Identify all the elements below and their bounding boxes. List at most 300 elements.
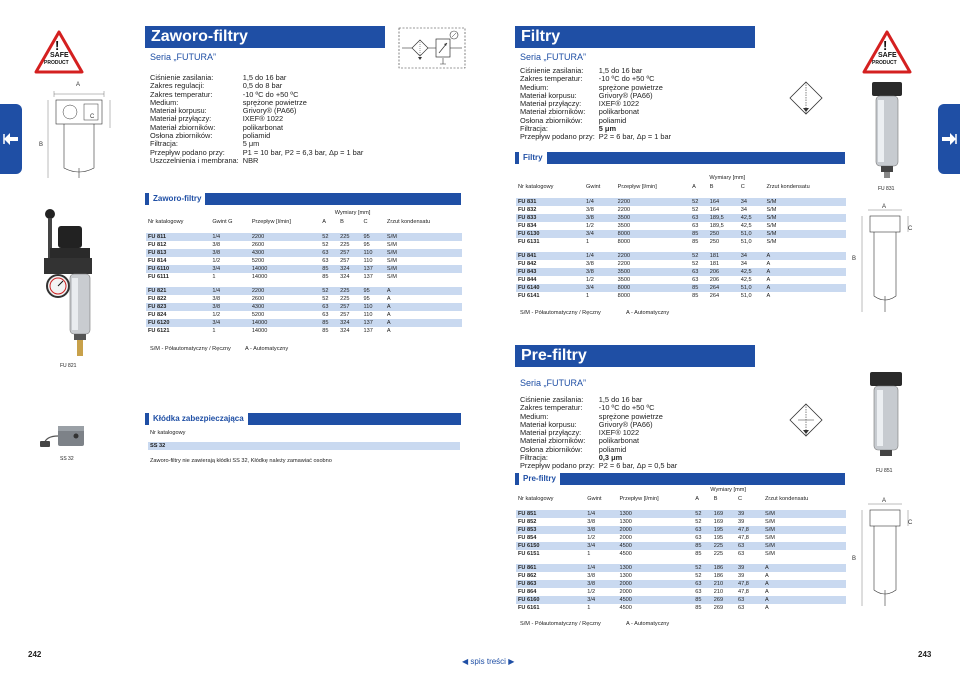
table-cell: 189,5 bbox=[708, 214, 739, 222]
table-cell: 85 bbox=[695, 551, 702, 557]
spec-key: Przepływ podano przy: bbox=[150, 147, 225, 157]
table-row bbox=[516, 276, 846, 284]
table-cell: FU 6130 bbox=[516, 230, 584, 238]
table-cell: A bbox=[386, 312, 391, 318]
spec-key: Osłona zbiorników: bbox=[150, 131, 213, 141]
column-header: B bbox=[713, 496, 718, 502]
spec-key: Materiał zbiorników: bbox=[520, 436, 586, 446]
table-row bbox=[146, 233, 462, 241]
table-cell: 3/8 bbox=[587, 573, 596, 579]
lock-title-bar bbox=[145, 413, 461, 425]
spec-key: Medium: bbox=[150, 97, 179, 107]
table-cell: A bbox=[763, 596, 846, 604]
spec-value: 5 μm bbox=[598, 124, 617, 134]
page-number-right: 243 bbox=[918, 650, 932, 659]
spec-value: Grivory® (PA66) bbox=[598, 419, 653, 429]
legend-a: A - Automatyczny bbox=[245, 346, 289, 352]
table-cell: FU 843 bbox=[516, 268, 584, 276]
table-cell: 2200 bbox=[617, 207, 631, 213]
table-cell: 2000 bbox=[617, 526, 693, 534]
table-cell: 63 bbox=[736, 542, 763, 550]
lock-title-text: Kłódka zabezpieczająca bbox=[149, 413, 248, 425]
spec-value: polikarbonat bbox=[598, 107, 640, 117]
table-cell: S/M bbox=[386, 258, 397, 264]
table-cell: 324 bbox=[338, 265, 361, 273]
image-caption-fu-821: FU 821 bbox=[60, 363, 77, 369]
dim-header: Wymiary [mm] bbox=[710, 487, 746, 493]
spec-key: Przepływ podano przy: bbox=[520, 132, 595, 142]
table-row bbox=[516, 230, 846, 238]
spec-value: polikarbonat bbox=[242, 122, 284, 132]
table-cell: 4500 bbox=[617, 542, 693, 550]
table-cell: S/M bbox=[763, 542, 846, 550]
table-cell: FU 813 bbox=[146, 249, 210, 257]
table-cell: 63 bbox=[693, 526, 712, 534]
table-cell: 1300 bbox=[617, 510, 693, 518]
series-label-filtry: Seria „FUTURA” bbox=[520, 52, 587, 62]
table-cell: 189,5 bbox=[709, 223, 724, 229]
table-cell: 52 bbox=[322, 296, 329, 302]
table-cell: FU 6141 bbox=[518, 293, 540, 299]
table-cell: 52 bbox=[693, 564, 712, 572]
table-cell: A bbox=[385, 319, 462, 327]
spec-value: -10 ºC do +50 ºC bbox=[242, 89, 299, 99]
table-cell: 2600 bbox=[251, 296, 265, 302]
table-cell: 52 bbox=[320, 233, 338, 241]
table-cell: 63 bbox=[737, 551, 745, 557]
table-row bbox=[516, 510, 846, 518]
table-cell: 63 bbox=[322, 258, 329, 264]
spec-key: Przepływ podano przy: bbox=[520, 461, 595, 471]
table-cell: 63 bbox=[322, 312, 329, 318]
safe-product-sign-left bbox=[34, 30, 84, 74]
column-header: C bbox=[363, 219, 368, 225]
spec-value: P2 = 6 bar, Δp = 1 bar bbox=[598, 132, 672, 142]
spec-key: Zakres temperatur: bbox=[520, 403, 583, 413]
table-cell: FU 823 bbox=[146, 303, 210, 311]
table-cell: 52 bbox=[690, 252, 708, 260]
table-cell: 181 bbox=[708, 252, 739, 260]
table-cell: 1/2 bbox=[587, 589, 596, 595]
table-row bbox=[516, 550, 846, 558]
table-cell: 2200 bbox=[250, 233, 320, 241]
spec-value: Grivory® (PA66) bbox=[242, 106, 297, 116]
table-cell: A bbox=[385, 287, 462, 295]
spec-key: Uszczelnienia i membrana: bbox=[150, 155, 239, 165]
table-cell: 14000 bbox=[251, 274, 268, 280]
table-cell: FU 831 bbox=[516, 198, 584, 206]
table-cell: A bbox=[764, 284, 846, 292]
safe-line1: SAFE bbox=[878, 52, 897, 59]
spec-key: Medium: bbox=[520, 82, 549, 92]
spec-value: sprężone powietrze bbox=[598, 82, 663, 92]
table-cell: 63 bbox=[695, 589, 702, 595]
table-cell: 63 bbox=[737, 605, 745, 611]
table-cell: FU 822 bbox=[148, 296, 167, 302]
table-cell: FU 6120 bbox=[146, 319, 210, 327]
table-row bbox=[516, 198, 846, 206]
table-cell: 2600 bbox=[251, 242, 265, 248]
table-cell: 3500 bbox=[616, 214, 690, 222]
column-header: A bbox=[692, 184, 696, 190]
table-title-zaworo-filtry bbox=[145, 193, 461, 205]
table-cell: 85 bbox=[692, 239, 699, 245]
product-photo-fu-851 bbox=[868, 370, 904, 462]
table-cell: 225 bbox=[713, 551, 724, 557]
table-cell: A bbox=[385, 303, 462, 311]
table-row bbox=[146, 319, 462, 327]
page-title-zaworo-filtry: Zaworo-filtry bbox=[145, 26, 385, 48]
table-cell: FU 842 bbox=[518, 261, 537, 267]
table-row bbox=[146, 303, 462, 311]
table-cell: 1/4 bbox=[584, 252, 616, 260]
table-cell: 1/2 bbox=[587, 535, 596, 541]
spec-key: Materiał zbiorników: bbox=[150, 122, 216, 132]
spec-value: 1,5 do 16 bar bbox=[242, 73, 287, 82]
table-cell: 51,0 bbox=[740, 293, 752, 299]
table-cell: 2200 bbox=[616, 252, 690, 260]
table-cell: FU 814 bbox=[148, 258, 167, 264]
table-cell: 39 bbox=[736, 564, 763, 572]
table-row bbox=[516, 222, 846, 230]
table-cell: 225 bbox=[340, 242, 350, 248]
table-cell: FU 853 bbox=[516, 526, 585, 534]
table-cell: 1/2 bbox=[586, 223, 594, 229]
table-cell: 225 bbox=[338, 287, 361, 295]
table-cell: 206 bbox=[709, 277, 720, 283]
column-header: Zrzut kondensatu bbox=[764, 496, 809, 502]
table-cell: 1/2 bbox=[212, 258, 221, 264]
table-cell: FU 821 bbox=[146, 287, 210, 295]
table-cell: 1300 bbox=[617, 564, 693, 572]
table-cell: A bbox=[766, 261, 771, 267]
table-cell: S/M bbox=[766, 223, 777, 229]
table-cell: 42,5 bbox=[740, 277, 752, 283]
product-photo-fu-831 bbox=[870, 80, 904, 180]
table-cell: FU 824 bbox=[148, 312, 167, 318]
column-header: Zrzut kondensatu bbox=[766, 184, 810, 190]
table-row bbox=[516, 518, 846, 526]
table-cell: FU 854 bbox=[518, 535, 537, 541]
side-tab-right[interactable] bbox=[938, 104, 960, 174]
table-cell: 195 bbox=[712, 526, 736, 534]
table-title-filtry-bar bbox=[515, 152, 845, 164]
table-row bbox=[146, 249, 462, 257]
legend-sm: S/M - Półautomatyczny / Ręczny bbox=[150, 346, 231, 352]
table-row bbox=[516, 260, 846, 268]
table-cell: 137 bbox=[363, 274, 373, 280]
table-cell: FU 862 bbox=[518, 573, 537, 579]
lock-note: Zaworo-filtry nie zawierają kłódki SS 32, Kłódkę należy zamawiać osobno bbox=[150, 458, 332, 464]
table-cell: 63 bbox=[692, 277, 699, 283]
table-cell: 8000 bbox=[617, 293, 631, 299]
table-cell: FU 844 bbox=[518, 277, 537, 283]
spec-key: Materiał korpusu: bbox=[150, 106, 207, 116]
table-cell: 63 bbox=[692, 223, 699, 229]
table-cell: 137 bbox=[362, 319, 385, 327]
table-cell: 169 bbox=[712, 510, 736, 518]
table-cell: 164 bbox=[709, 207, 720, 213]
table-cell: 85 bbox=[692, 293, 699, 299]
table-cell: 5200 bbox=[251, 258, 265, 264]
series-label: Seria „FUTURA” bbox=[150, 52, 217, 62]
table-cell: 85 bbox=[690, 284, 708, 292]
table-cell: S/M bbox=[386, 274, 397, 280]
table-cell: 1/4 bbox=[210, 233, 249, 241]
column-header: Przepływ [l/min] bbox=[251, 219, 291, 225]
table-cell: 3/8 bbox=[212, 242, 221, 248]
table-cell: 1/2 bbox=[212, 312, 221, 318]
table-cell: 4500 bbox=[619, 551, 632, 557]
safe-line2: PRODUCT bbox=[872, 60, 897, 66]
table-cell: S/M bbox=[764, 230, 846, 238]
table-title-pre-filtry: Pre-filtry bbox=[519, 473, 560, 485]
arrow-left-icon: ◀ bbox=[462, 657, 469, 666]
table-cell: 85 bbox=[695, 605, 702, 611]
table-cell: FU 6111 bbox=[148, 274, 169, 280]
spec-value: sprężone powietrze bbox=[242, 97, 307, 107]
table-cell: 206 bbox=[708, 268, 739, 276]
table-cell: 264 bbox=[708, 284, 739, 292]
column-header: B bbox=[709, 184, 714, 190]
double-arrow-icon bbox=[0, 104, 22, 174]
table-cell: A bbox=[764, 589, 769, 595]
table-row bbox=[516, 214, 846, 222]
image-caption-fu-831: FU 831 bbox=[878, 186, 895, 192]
table-cell: 3/8 bbox=[586, 207, 594, 213]
spec-value: P2 = 6 bar, Δp = 0,5 bar bbox=[598, 461, 678, 471]
dim-label-b: B bbox=[852, 556, 857, 562]
spec-value: polikarbonat bbox=[598, 436, 640, 446]
table-cell: 1 bbox=[212, 328, 216, 334]
table-cell: S/M bbox=[766, 239, 777, 245]
table-cell: FU 6140 bbox=[516, 284, 584, 292]
table-cell: 85 bbox=[322, 274, 329, 280]
toc-link-label: spis treści bbox=[470, 657, 506, 666]
spec-key: Ciśnienie zasilania: bbox=[520, 395, 584, 404]
table-cell: 257 bbox=[340, 312, 350, 318]
table-cell: 47,8 bbox=[736, 580, 763, 588]
table-cell: S/M bbox=[764, 214, 846, 222]
table-cell: A bbox=[763, 564, 846, 572]
double-arrow-icon bbox=[938, 104, 960, 174]
spec-key: Ciśnienie zasilania: bbox=[520, 66, 584, 75]
table-cell: S/M bbox=[764, 535, 775, 541]
spec-value: sprężone powietrze bbox=[598, 411, 663, 421]
table-cell: S/M bbox=[386, 242, 397, 248]
table-cell: 52 bbox=[692, 261, 699, 267]
table-row bbox=[146, 295, 462, 303]
spec-row bbox=[520, 133, 671, 141]
table-cell: FU 6161 bbox=[518, 605, 540, 611]
spec-value: IXEF® 1022 bbox=[242, 114, 284, 124]
spec-table-left bbox=[150, 74, 363, 165]
table-cell: FU 812 bbox=[148, 242, 167, 248]
table-cell: 3/4 bbox=[585, 596, 617, 604]
table-cell: S/M bbox=[764, 519, 775, 525]
table-cell: FU 852 bbox=[518, 519, 537, 525]
table-row bbox=[516, 564, 846, 572]
table-cell: FU 833 bbox=[516, 214, 584, 222]
table-cell: FU 834 bbox=[518, 223, 537, 229]
table-cell: FU 6121 bbox=[148, 328, 170, 334]
column-header: C bbox=[737, 496, 743, 502]
image-caption-fu-851: FU 851 bbox=[876, 468, 893, 474]
table-cell: 3/4 bbox=[210, 265, 249, 273]
table-row bbox=[146, 311, 462, 319]
table-cell: 85 bbox=[320, 265, 338, 273]
dim-label-a: A bbox=[76, 82, 81, 88]
column-header: Nr katalogowy bbox=[148, 219, 184, 225]
table-cell: 47,8 bbox=[737, 535, 749, 541]
table-cell: 8000 bbox=[617, 239, 631, 245]
spec-key: Materiał korpusu: bbox=[520, 90, 577, 100]
table-cell: FU 851 bbox=[516, 510, 585, 518]
safe-product-sign-right bbox=[862, 30, 912, 74]
table-cell: 195 bbox=[713, 535, 724, 541]
table-cell: 181 bbox=[709, 261, 720, 267]
image-caption-ss-32: SS 32 bbox=[60, 456, 74, 462]
table-cell: 210 bbox=[712, 580, 736, 588]
spec-key: Zakres regulacji: bbox=[150, 81, 205, 91]
table-row bbox=[516, 534, 846, 542]
table-row bbox=[516, 206, 846, 214]
table-cell: FU 6160 bbox=[516, 596, 585, 604]
table-cell: 63 bbox=[690, 268, 708, 276]
table-cell: 1/4 bbox=[584, 198, 616, 206]
series-label-pre-filtry: Seria „FUTURA” bbox=[520, 378, 587, 388]
table-cell: A bbox=[386, 328, 391, 334]
product-table-zaworo-filtry bbox=[146, 209, 462, 335]
table-cell: 1 bbox=[587, 605, 591, 611]
dim-label-c: C bbox=[908, 520, 913, 526]
table-cell: 2200 bbox=[616, 198, 690, 206]
table-cell: 85 bbox=[690, 230, 708, 238]
table-cell: 85 bbox=[320, 319, 338, 327]
spec-key: Materiał korpusu: bbox=[520, 419, 577, 429]
table-row bbox=[516, 588, 846, 596]
table-cell: 186 bbox=[713, 573, 724, 579]
table-row bbox=[146, 327, 462, 335]
table-cell: 52 bbox=[322, 242, 329, 248]
table-cell: S/M bbox=[766, 207, 777, 213]
table-cell: 225 bbox=[340, 296, 350, 302]
table-cell: 47,8 bbox=[736, 526, 763, 534]
table-cell: 42,5 bbox=[740, 223, 752, 229]
spec-key: Materiał przyłączy: bbox=[520, 428, 582, 438]
spec-value: Grivory® (PA66) bbox=[598, 90, 653, 100]
table-cell: 42,5 bbox=[739, 268, 765, 276]
dim-label-c: C bbox=[90, 114, 95, 120]
table-cell: 169 bbox=[713, 519, 724, 525]
table-row bbox=[146, 241, 462, 249]
table-row bbox=[516, 252, 846, 260]
table-cell: 324 bbox=[340, 328, 350, 334]
column-header: Gwint bbox=[586, 184, 601, 190]
table-cell: 85 bbox=[693, 542, 712, 550]
column-header: Gwint G bbox=[212, 219, 233, 225]
table-cell: 2000 bbox=[619, 535, 632, 541]
table-cell: 225 bbox=[338, 233, 361, 241]
spec-key: Ciśnienie zasilania: bbox=[150, 73, 214, 82]
table-cell: S/M bbox=[385, 249, 462, 257]
table-cell: 63 bbox=[695, 535, 702, 541]
table-cell: 3/8 bbox=[212, 296, 221, 302]
column-header: A bbox=[695, 496, 700, 502]
table-cell: 1/4 bbox=[585, 510, 617, 518]
table-cell: 225 bbox=[712, 542, 736, 550]
spec-row bbox=[520, 462, 677, 470]
table-cell: 51,0 bbox=[739, 284, 765, 292]
table-cell: 1300 bbox=[619, 573, 632, 579]
safe-line2: PRODUCT bbox=[44, 60, 69, 66]
table-cell: S/M bbox=[764, 551, 775, 557]
dim-label-c: C bbox=[908, 226, 913, 232]
table-cell: 63 bbox=[320, 303, 338, 311]
spec-table-filtry bbox=[520, 67, 671, 142]
table-cell: A bbox=[386, 296, 391, 302]
table-cell: 137 bbox=[362, 265, 385, 273]
page-title-pre-filtry: Pre-filtry bbox=[515, 345, 755, 367]
spec-table-pre-filtry bbox=[520, 396, 677, 471]
arrow-right-icon: ▶ bbox=[508, 657, 515, 666]
table-cell: 4300 bbox=[250, 303, 320, 311]
spec-key: Filtracja: bbox=[520, 124, 548, 134]
table-row bbox=[516, 596, 846, 604]
table-cell: 269 bbox=[712, 596, 736, 604]
technical-drawing-filtr bbox=[852, 196, 916, 316]
table-row bbox=[146, 257, 462, 265]
table-cell: 3/8 bbox=[584, 268, 616, 276]
table-cell: 1 bbox=[212, 274, 216, 280]
table-cell: 2000 bbox=[617, 580, 693, 588]
table-cell: 63 bbox=[693, 580, 712, 588]
table-row bbox=[146, 265, 462, 273]
product-photo-ss-32 bbox=[36, 416, 96, 450]
table-cell: 110 bbox=[362, 249, 385, 257]
side-tab-left[interactable] bbox=[0, 104, 22, 174]
legend-sm-pre-filtry: S/M - Półautomatyczny / Ręczny bbox=[520, 621, 601, 627]
spec-value: IXEF® 1022 bbox=[598, 428, 640, 438]
table-cell: 63 bbox=[736, 596, 763, 604]
table-cell: 3/8 bbox=[587, 519, 596, 525]
technical-drawing-zaworo-filtr bbox=[39, 82, 116, 180]
table-cell: S/M bbox=[385, 265, 462, 273]
legend-a-filtry: A - Automatyczny bbox=[626, 310, 670, 316]
spec-key: Filtracja: bbox=[520, 453, 548, 463]
spec-key: Zakres temperatur: bbox=[150, 89, 213, 99]
spec-value: 1,5 do 16 bar bbox=[598, 66, 643, 75]
table-cell: 250 bbox=[708, 230, 739, 238]
table-cell: 95 bbox=[362, 233, 385, 241]
legend-a-pre-filtry: A - Automatyczny bbox=[626, 621, 670, 627]
table-cell: S/M bbox=[385, 233, 462, 241]
lock-code-row: SS 32 bbox=[148, 442, 460, 450]
column-header: Nr katalogowy bbox=[518, 184, 554, 190]
table-cell: 2200 bbox=[250, 287, 320, 295]
table-cell: 1 bbox=[586, 293, 590, 299]
table-cell: 1/2 bbox=[586, 277, 594, 283]
table-cell: A bbox=[764, 268, 846, 276]
spec-key: Medium: bbox=[520, 411, 549, 421]
lock-header: Nr katalogowy bbox=[150, 430, 186, 436]
table-cell: 4500 bbox=[617, 596, 693, 604]
table-cell: 14000 bbox=[250, 319, 320, 327]
dim-label-a: A bbox=[882, 498, 887, 504]
table-cell: 269 bbox=[713, 605, 724, 611]
toc-link[interactable] bbox=[462, 657, 514, 666]
page-title-filtry: Filtry bbox=[515, 26, 755, 48]
